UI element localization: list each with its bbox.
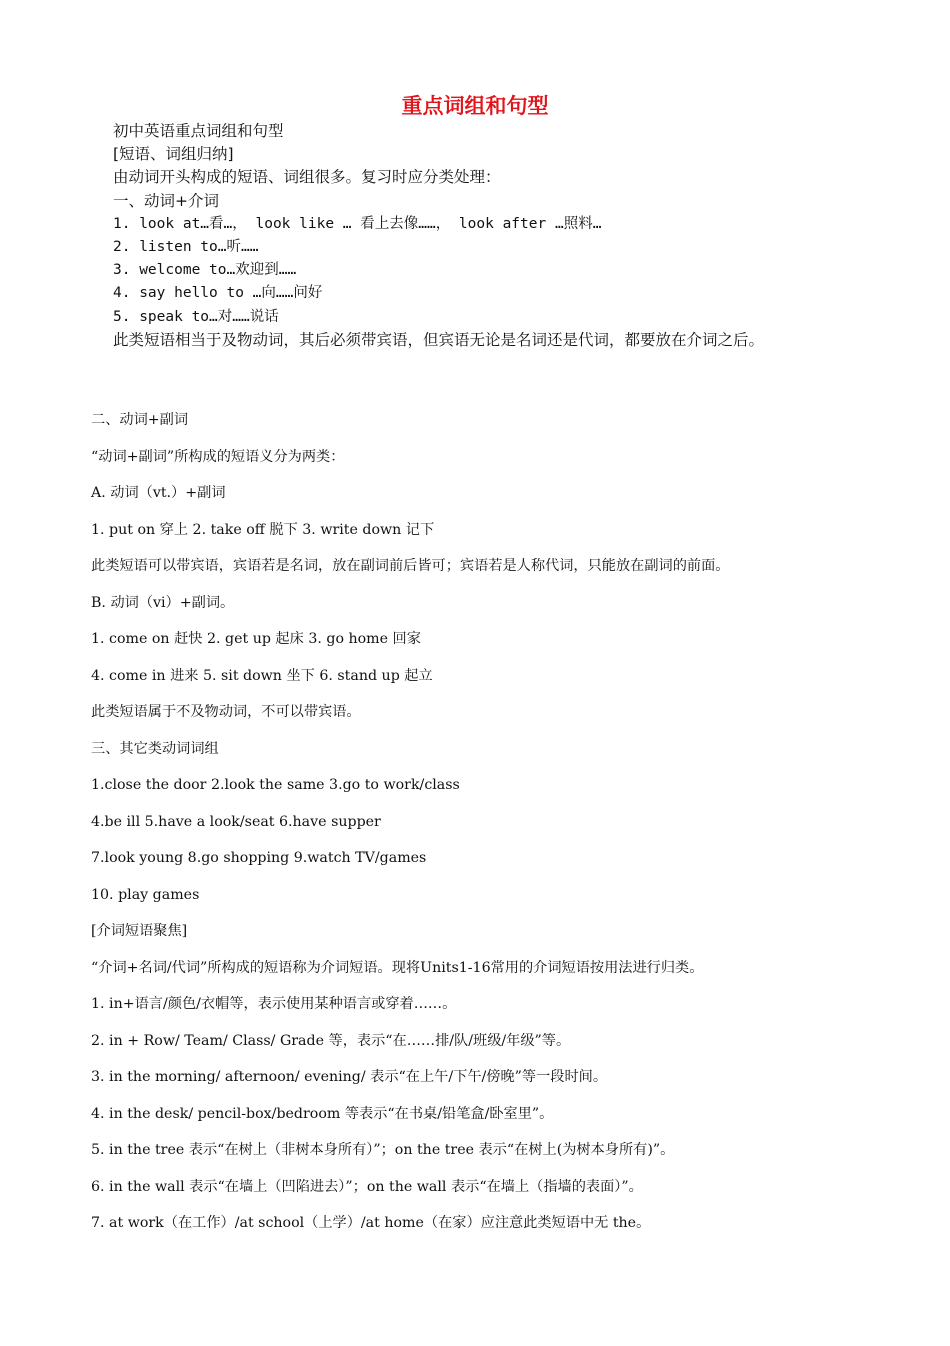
list-item: 4. say hello to …向……问好 xyxy=(113,285,323,302)
list-item: 2. listen to…听…… xyxy=(113,239,259,256)
list-item: 7.look young 8.go shopping 9.watch TV/games xyxy=(91,850,427,866)
list-item: 3. in the morning/ afternoon/ evening/ 表示“在上午/下午/傍晚”等一段时间。 xyxy=(91,1069,608,1085)
intro-text: 由动词开头构成的短语、词组很多。复习时应分类处理： xyxy=(113,168,501,187)
list-item: 5. in the tree 表示“在树上（非树本身所有）”；on the tree 表示“在树上(为树本身所有)”。 xyxy=(91,1142,675,1158)
list-item: 10. play games xyxy=(91,886,200,903)
paragraph: “动词+副词”所构成的短语义分为两类： xyxy=(91,448,345,465)
list-item: 4. come in 进来 5. sit down 坐下 6. stand up 起立 xyxy=(91,667,433,684)
section-heading-3: 三、其它类动词词组 xyxy=(91,740,219,757)
list-item: 5. speak to…对……说话 xyxy=(113,308,279,325)
paragraph: “介词+名词/代词”所构成的短语称为介词短语。现将Units1-16常用的介词短语按用法进行归类。 xyxy=(91,959,704,976)
section-heading-1: 一、动词+介词 xyxy=(113,191,219,210)
bracket-heading: [介词短语聚焦] xyxy=(91,923,188,939)
list-item: 1. in+语言/颜色/衣帽等，表示使用某种语言或穿着……。 xyxy=(91,996,457,1012)
note-text: 此类短语相当于及物动词，其后必须带宾语，但宾语无论是名词还是代词，都要放在介词之后。 xyxy=(113,330,765,349)
list-item: 7. at work（在工作）/at school（上学）/at home（在家）应注意此类短语中无 the。 xyxy=(91,1215,651,1231)
list-item: 2. in + Row/ Team/ Class/ Grade 等，表示“在……排/队/班级/年级”等。 xyxy=(91,1032,571,1049)
list-item: 6. in the wall 表示“在墙上（凹陷进去）”；on the wall 表示“在墙上（指墙的表面）”。 xyxy=(91,1178,643,1195)
bracket-heading: [短语、词组归纳] xyxy=(113,145,234,164)
main-content xyxy=(91,408,871,1248)
intro-section xyxy=(113,120,813,352)
paragraph: 此类短语属于不及物动词，不可以带宾语。 xyxy=(91,704,361,720)
list-item: 1.close the door 2.look the same 3.go to work/class xyxy=(91,777,460,793)
list-item: 1. look at…看…， look like … 看上去像……， look after …照料… xyxy=(113,215,602,232)
paragraph: 此类短语可以带宾语，宾语若是名词，放在副词前后皆可；宾语若是人称代词，只能放在副词的前面。 xyxy=(91,558,730,574)
page-title: 重点词组和句型 xyxy=(401,94,549,118)
subheading: B. 动词（vi）+副词。 xyxy=(91,594,235,611)
list-item: 1. come on 赶快 2. get up 起床 3. go home 回家 xyxy=(91,631,421,647)
list-item: 4.be ill 5.have a look/seat 6.have supper xyxy=(91,813,381,830)
section-heading-2: 二、动词+副词 xyxy=(91,412,189,428)
subheading: A. 动词（vt.）+副词 xyxy=(91,485,226,501)
subtitle: 初中英语重点词组和句型 xyxy=(113,122,284,140)
list-item: 3. welcome to…欢迎到…… xyxy=(113,262,297,279)
list-item: 1. put on 穿上 2. take off 脱下 3. write down 记下 xyxy=(91,521,435,538)
list-item: 4. in the desk/ pencil-box/bedroom 等表示“在书桌/铅笔盒/卧室里”。 xyxy=(91,1105,554,1122)
